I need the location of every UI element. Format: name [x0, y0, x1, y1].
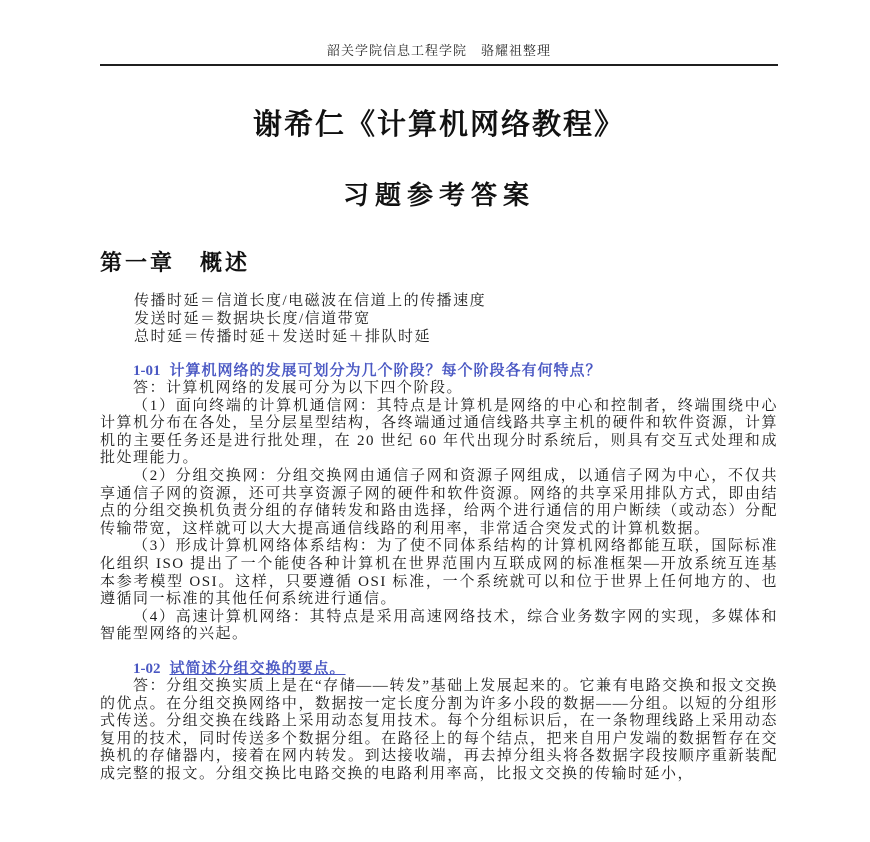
answer-paragraph-4: （4）高速计算机网络：其特点是采用高速网络技术，综合业务数字网的实现，多媒体和智能型网络的兴起。 [100, 608, 778, 643]
answer-intro: 答：计算机网络的发展可分为以下四个阶段。 [133, 380, 464, 396]
question-text: 计算机网络的发展可划分为几个阶段？每个阶段各有何特点？ [169, 363, 602, 379]
header-text: 韶关学院信息工程学院 骆耀祖整理 [100, 40, 778, 66]
formula-transmission-delay: 发送时延＝数据块长度/信道带宽 [134, 311, 371, 327]
formula-total-delay: 总时延＝传播时延＋发送时延＋排队时延 [134, 329, 432, 345]
answer-paragraph-2: （2）分组交换网：分组交换网由通信子网和资源子网组成，以通信子网为中心，不仅共享通信子网的资源，还可共享资源子网的硬件和软件资源。网络的共享采用排队方式，即由结点的分组交换机负责分组的存储转发和路由选择，给两个进行通信的用户断续（或动态）分配传输带宽，这样就可以大大提高通信线路的利用率，非常适合突发式的计算机数据。 [100, 467, 778, 537]
question-number: 1-01 [133, 363, 161, 379]
question-heading-1-02 [133, 660, 778, 678]
question-heading-1-01 [133, 362, 778, 380]
document-title: 谢希仁《计算机网络教程》 [252, 109, 625, 141]
question-number: 1-02 [133, 660, 161, 677]
answer-paragraph-1: 答：分组交换实质上是在“存储——转发”基础上发展起来的。它兼有电路交换和报文交换的优点。在分组交换网络中，数据按一定长度分割为许多小段的数据——分组。以短的分组形式传送。分组交换在线路上采用动态复用技术。每个分组标识后，在一条物理线路上采用动态复用的技术，同时传送多个数据分组。在路径上的每个结点，把来自用户发端的数据暂存在交换机的存储器内，接着在网内转发。到达接收端，再去掉分组头将各数据字段按顺序重新装配成完整的报文。分组交换比电路交换的电路利用率高，比报文交换的传输时延小， [100, 677, 778, 782]
document-subtitle: 习题参考答案 [342, 181, 535, 210]
question-block-1-02 [100, 660, 778, 784]
chapter-heading: 第一章 概述 [100, 250, 251, 275]
question-text: 试简述分组交换的要点。 [169, 660, 346, 677]
answer-paragraph-1: （1）面向终端的计算机通信网：其特点是计算机是网络的中心和控制者，终端围绕中心计算机分布在各处，呈分层星型结构，各终端通过通信线路共享主机的硬件和软件资源，计算机的主要任务还是进行批处理，在 20 世纪 60 年代出现分时系统后，则具有交互式处理和成批处理能力。 [100, 397, 778, 467]
page-content [100, 0, 778, 783]
page-header [100, 0, 778, 66]
formula-block [134, 292, 778, 346]
answer-paragraph-3: （3）形成计算机网络体系结构：为了使不同体系结构的计算机网络都能互联，国际标准化组织 ISO 提出了一个能使各种计算机在世界范围内互联成网的标准框架—开放系统互连基本参考模型 OSI。这样，只要遵循 OSI 标准，一个系统就可以和位于世界上任何地方的、也遵循同一标准的其他任何系统进行通信。 [100, 538, 778, 608]
formula-propagation-delay: 传播时延＝信道长度/电磁波在信道上的传播速度 [134, 293, 487, 309]
question-block-1-01 [100, 362, 778, 644]
